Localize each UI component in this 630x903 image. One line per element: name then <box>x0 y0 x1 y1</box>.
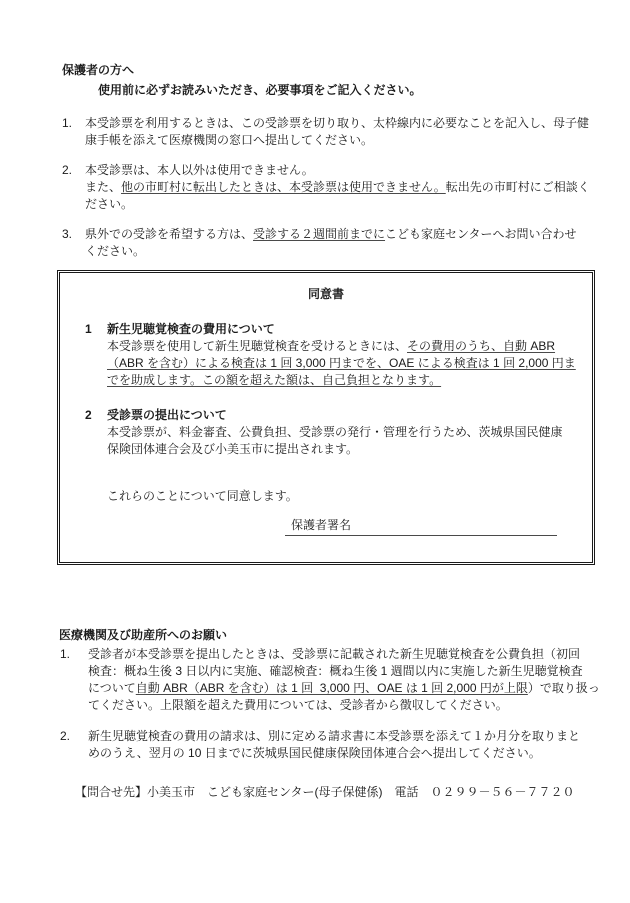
list-item-number: 1. <box>62 116 73 130</box>
text-line: 康手帳を添えて医療機関の窓口へ提出してください。 <box>85 133 374 147</box>
text-line: 本受診票を使用して新生児聴覚検査を受けるときには、その費用のうち、自動 ABR <box>107 339 556 353</box>
contact-info: 【問合せ先】小美玉市 こども家庭センター(母子保健係) 電話 ０２９９－５６－７７２０ <box>75 785 575 799</box>
consent-agreement-text: これらのことについて同意します。 <box>107 489 298 503</box>
text-line: について自動 ABR（ABR を含む）は 1 回 3,000 円、OAE は 1 回 2,000 円が上限）で取り扱っ <box>88 681 600 695</box>
underlined-text: 自動 ABR（ABR を含む）は 1 回 3,000 円、OAE は 1 回 2,000 円が上限 <box>135 681 528 695</box>
guardian-signature-label: 保護者署名 <box>291 518 352 532</box>
guardian-notes-list <box>62 115 630 260</box>
consent-section-heading <box>85 321 567 338</box>
consent-section-number: 1 <box>85 322 92 336</box>
consent-title: 同意書 <box>307 287 344 301</box>
text-line: 本受診票を利用するときは、この受診票を切り取り、太枠線内に必要なことを記入し、母子健 <box>85 116 590 130</box>
provider-notes-list <box>60 646 630 762</box>
text-line: ださい。 <box>85 197 134 211</box>
provider-request-heading: 医療機関及び助産所へのお願い <box>59 628 228 642</box>
list-item-text <box>85 115 589 149</box>
underlined-text: （ABR を含む）による検査は 1 回 3,000 円までを、OAE による検査は 1 回 2,000 円ま <box>107 356 576 370</box>
consent-section <box>85 321 576 389</box>
text-line: 本受診票が、料金審査、公費負担、受診票の発行・管理を行うため、茨城県国民健康 <box>107 425 563 439</box>
consent-section-body <box>107 338 576 389</box>
text-line <box>107 355 576 372</box>
text-line <box>107 372 567 389</box>
list-item-number: 3. <box>62 227 73 241</box>
text-line: 検査：概ね生後 3 日以内に実施、確認検査：概ね生後 1 週間以内に実施した新生児聴覚検査 <box>88 664 583 678</box>
text-line: てください。上限額を超えた費用については、受診者から徴収してください。 <box>88 698 508 712</box>
consent-section-body <box>107 424 567 458</box>
underlined-text: その費用のうち、自動 ABR <box>407 339 556 353</box>
notice-subtitle: 使用前に必ずお読みいただき、必要事項をご記入ください。 <box>98 83 422 97</box>
text-line: 新生児聴覚検査の費用の請求は、別に定める請求書に本受診票を添えて１か月分を取りまと <box>88 729 581 743</box>
list-item-number: 2. <box>60 729 71 743</box>
guardian-signature-line <box>285 517 557 536</box>
list-item-text <box>85 226 577 260</box>
text-line: 県外での受診を希望する方は、受診する２週間前までにこども家庭センターへお問い合わせ <box>85 227 577 241</box>
list-item <box>60 728 630 762</box>
consent-section-number: 2 <box>85 408 92 422</box>
list-item-text <box>85 162 590 213</box>
consent-section-title: 新生児聴覚検査の費用について <box>107 322 275 336</box>
text-line: ください。 <box>85 244 146 258</box>
consent-sections <box>60 321 592 458</box>
list-item <box>60 646 630 714</box>
list-item-text <box>88 728 580 762</box>
consent-section <box>85 407 567 458</box>
text-line: また、他の市町村に転出したときは、本受診票は使用できません。転出先の市町村にご相談く <box>85 180 590 194</box>
list-item-number: 2. <box>62 163 73 177</box>
notice-title: 保護者の方へ <box>62 63 135 77</box>
text-line: めのうえ、翌月の 10 日までに茨城県国民健康保険団体連合会へ提出してください。 <box>88 746 541 760</box>
text-line: 保険団体連合会及び小美玉市に提出されます。 <box>107 442 359 456</box>
list-item <box>62 115 630 149</box>
text-line: 受診者が本受診票を提出したときは、受診票に記載された新生児聴覚検査を公費負担（初回 <box>88 647 581 661</box>
list-item-text <box>88 646 600 714</box>
list-item-number: 1. <box>60 647 71 661</box>
consent-section-heading <box>85 407 567 424</box>
underlined-text: 他の市町村に転出したときは、本受診票は使用できません。 <box>121 180 446 194</box>
underlined-text: 受診する２週間前までに <box>253 227 386 241</box>
list-item <box>62 162 630 213</box>
consent-box <box>57 270 595 565</box>
consent-section-title: 受診票の提出について <box>107 408 227 422</box>
text-line: 本受診票は、本人以外は使用できません。 <box>85 163 314 177</box>
underlined-text: でを助成します。この額を超えた額は、自己負担となります。 <box>107 373 442 387</box>
list-item <box>62 226 630 260</box>
